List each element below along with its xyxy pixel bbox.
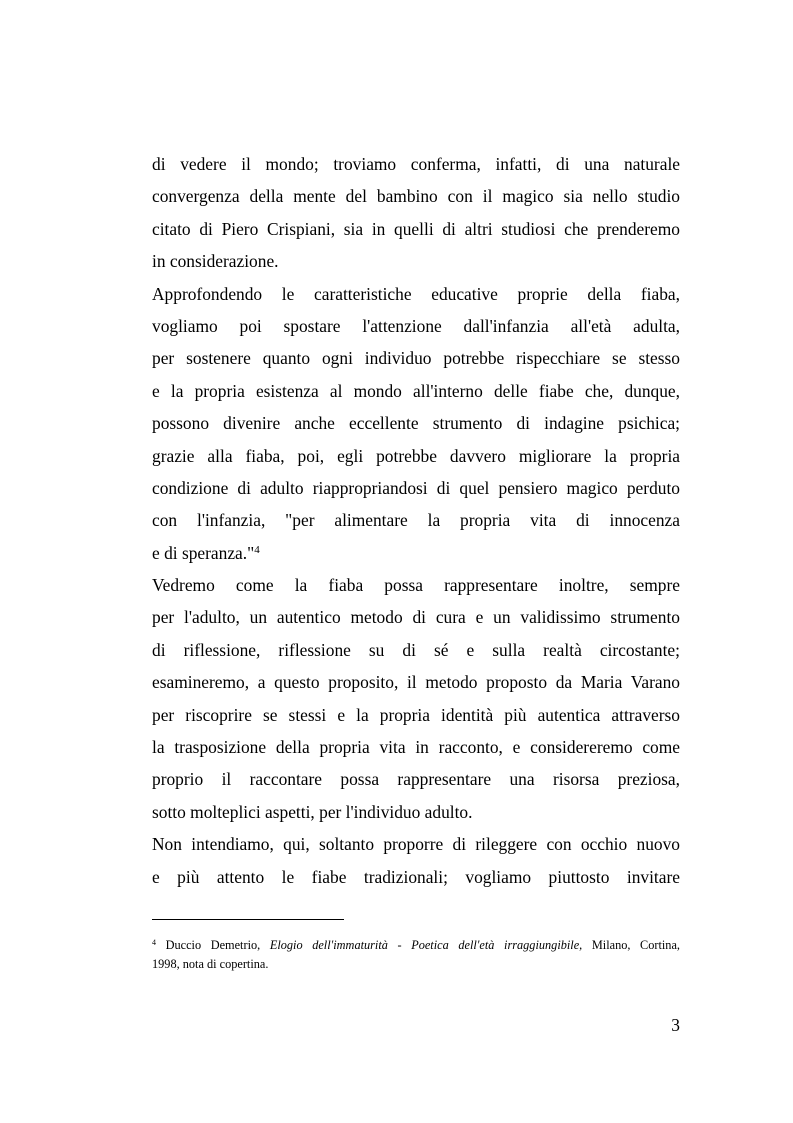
text-line: sotto molteplici aspetti, per l'individuo adulto. bbox=[152, 801, 473, 822]
text-line: e più attento le fiabe tradizionali; vogliamo piuttosto invitare bbox=[152, 866, 680, 887]
text-line-content: e di speranza." bbox=[152, 542, 255, 563]
footnote-title: Elogio dell'immaturità - Poetica dell'età irraggiungibile, bbox=[269, 938, 583, 952]
text-line: Vedremo come la fiaba possa rappresentare inoltre, sempre bbox=[152, 575, 680, 596]
footnote-line: 1998, nota di copertina. bbox=[152, 957, 269, 971]
text-line: in considerazione. bbox=[152, 251, 279, 272]
text-line: condizione di adulto riappropriandosi di quel pensiero magico perduto bbox=[152, 477, 680, 498]
text-line: possono divenire anche eccellente strumento di indagine psichica; bbox=[152, 413, 680, 434]
text-line: citato di Piero Crispiani, sia in quelli di altri studiosi che prenderemo bbox=[152, 218, 680, 239]
text-line: la trasposizione della propria vita in racconto, e considereremo come bbox=[152, 737, 680, 758]
text-line: di riflessione, riflessione su di sé e sulla realtà circostante; bbox=[152, 639, 680, 660]
text-line bbox=[152, 537, 680, 569]
footnote-author: Duccio Demetrio, bbox=[165, 938, 261, 952]
footnote bbox=[152, 936, 680, 974]
text-line: con l'infanzia, "per alimentare la propria vita di innocenza bbox=[152, 510, 680, 531]
text-line: convergenza della mente del bambino con il magico sia nello studio bbox=[152, 186, 680, 207]
paragraph-3 bbox=[152, 569, 680, 828]
text-line: vogliamo poi spostare l'attenzione dall'infanzia all'età adulta, bbox=[152, 315, 680, 336]
footnote-line bbox=[152, 936, 680, 955]
text-line: per sostenere quanto ogni individuo potrebbe rispecchiare se stesso bbox=[152, 348, 680, 369]
text-line: Non intendiamo, qui, soltanto proporre di rileggere con occhio nuovo bbox=[152, 834, 680, 855]
text-line: per riscoprire se stessi e la propria identità più autentica attraverso bbox=[152, 704, 680, 725]
paragraph-4 bbox=[152, 828, 680, 893]
text-line: esamineremo, a questo proposito, il metodo proposto da Maria Varano bbox=[152, 672, 680, 693]
text-line: e la propria esistenza al mondo all'interno delle fiabe che, dunque, bbox=[152, 380, 680, 401]
paragraph-2 bbox=[152, 278, 680, 570]
text-line: per l'adulto, un autentico metodo di cura e un validissimo strumento bbox=[152, 607, 680, 628]
footnote-reference: 4 bbox=[254, 543, 260, 556]
text-line: Approfondendo le caratteristiche educative proprie della fiaba, bbox=[152, 283, 680, 304]
footnote-separator bbox=[152, 919, 344, 920]
footnote-number: 4 bbox=[152, 938, 156, 947]
text-line: grazie alla fiaba, poi, egli potrebbe davvero migliorare la propria bbox=[152, 445, 680, 466]
paragraph-1 bbox=[152, 148, 680, 278]
footnote-publisher: Milano, Cortina, bbox=[591, 938, 680, 952]
body-text bbox=[152, 148, 680, 893]
page-number: 3 bbox=[671, 1015, 680, 1035]
text-line: di vedere il mondo; troviamo conferma, infatti, di una naturale bbox=[152, 154, 680, 174]
text-line: proprio il raccontare possa rappresentare una risorsa preziosa, bbox=[152, 769, 680, 790]
